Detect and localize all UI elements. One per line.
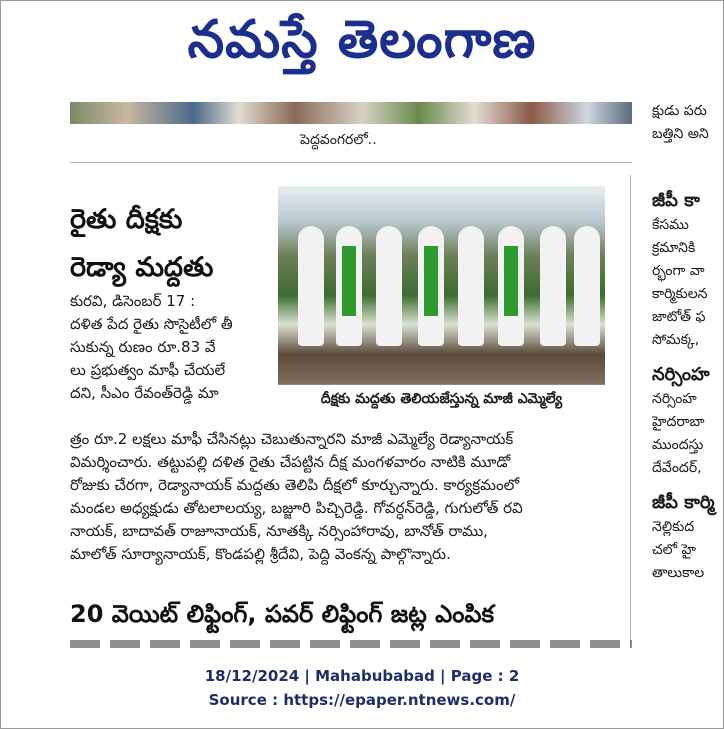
photo-sash — [504, 246, 518, 316]
headline-line: రెడ్యా మద్దతు — [70, 252, 214, 283]
photo-caption: దీక్షకు మద్దతు తెలియజేస్తున్న మాజీ ఎమ్మెల్యే — [278, 384, 605, 413]
photo-figure — [458, 226, 484, 346]
column-divider — [630, 175, 631, 645]
side-top-line: బత్తిని అని — [652, 126, 709, 142]
side-headline: జీపీ కా — [652, 190, 700, 211]
body-line: కురవి, డిసెంబర్ 17 : — [70, 292, 196, 310]
body-line: మండల అధ్యక్షుడు తోటలాలయ్య, బజ్జూరి పిచ్చిరెడ్డి. గోవర్ధన్‌రెడ్డి, గుగులోత్ రవి — [70, 499, 523, 517]
photo-figure — [376, 226, 402, 346]
side-line: ర్భంగా వా — [652, 263, 705, 279]
side-line: సోమక్క, — [652, 332, 700, 348]
truncated-text-line — [70, 640, 632, 648]
source-footer — [0, 664, 724, 712]
side-line: క్రమానికి — [652, 240, 696, 256]
footer-source-line: Source : https://epaper.ntnews.com/ — [208, 691, 516, 709]
footer-date-line: 18/12/2024 | Mahabubabad | Page : 2 — [204, 667, 520, 685]
masthead — [0, 0, 724, 96]
article-headline — [70, 196, 213, 292]
headline-line: రైతు దీక్షకు — [70, 204, 183, 235]
side-line: కార్మికులన — [652, 286, 708, 302]
side-line: హైదరాబా — [652, 414, 705, 430]
body-line: రోజుకు చేరగా, రెడ్యానాయక్ మద్దతు తెలిపి దీక్షలో కూర్చున్నారు. కార్యక్రమంలో — [70, 476, 520, 494]
photo-sash — [342, 246, 356, 316]
body-line: సుకున్న రుణం రూ.83 వే — [70, 338, 216, 356]
side-top-text — [652, 100, 724, 146]
body-line: త్రం రూ.2 లక్షలు మాఫీ చేసినట్లు చెబుతున్నారని మాజీ ఎమ్మెల్యే రెడ్యానాయక్ — [70, 430, 514, 448]
section-divider — [70, 162, 632, 163]
article-photo — [278, 186, 605, 384]
side-line: జాటోత్ ఫ — [652, 309, 706, 325]
top-photo-strip — [70, 102, 632, 124]
top-photo-caption: పెద్దవంగరలో.. — [300, 132, 377, 148]
body-line: దళిత పేద రైతు సొసైటీలో తీ — [70, 315, 233, 333]
side-line: తాలుకాల — [652, 565, 705, 581]
body-line: మాలోత్ సూర్యానాయక్, కొండపల్లి శ్రీదేవి, పెద్ది వెంకన్న పాల్గొన్నారు. — [70, 545, 451, 563]
side-line: చలో హై — [652, 542, 696, 558]
side-headline: జీపీ కార్మి — [652, 492, 715, 513]
body-line: దని, సీఎం రేవంత్‌రెడ్డి మా — [70, 384, 219, 402]
photo-sash — [424, 246, 438, 316]
side-line: ముందస్తు — [652, 437, 704, 453]
body-line: విమర్శించారు. తట్టుపల్లి దళిత రైతు చేపట్టిన దీక్ష మంగళవారం నాటికి మూడో — [70, 453, 511, 471]
side-line: నర్సింహ — [652, 391, 697, 407]
side-top-line: క్షుడు పరు — [652, 103, 707, 119]
side-headline: నర్సింహ — [652, 364, 710, 385]
photo-figure — [298, 226, 324, 346]
newspaper-logo: నమస్తే తెలంగాణ — [187, 10, 537, 70]
side-line: దేవేందర్, — [652, 460, 702, 476]
photo-figure — [574, 226, 600, 346]
next-article-headline: 20 వెయిట్ లిఫ్టింగ్, పవర్ లిఫ్టింగ్ జట్ల ఎంపిక — [70, 600, 494, 628]
side-line: కేసము — [652, 217, 689, 233]
body-line: లు ప్రభుత్వం మాఫీ చేయలే — [70, 361, 226, 379]
photo-figure — [540, 226, 566, 346]
side-column — [652, 188, 724, 648]
body-line: నాయక్, బాదావత్ రాజూనాయక్, నూతక్కి నర్సింహారావు, బానోత్ రాము, — [70, 522, 488, 540]
side-line: నెల్లికుద — [652, 519, 695, 535]
